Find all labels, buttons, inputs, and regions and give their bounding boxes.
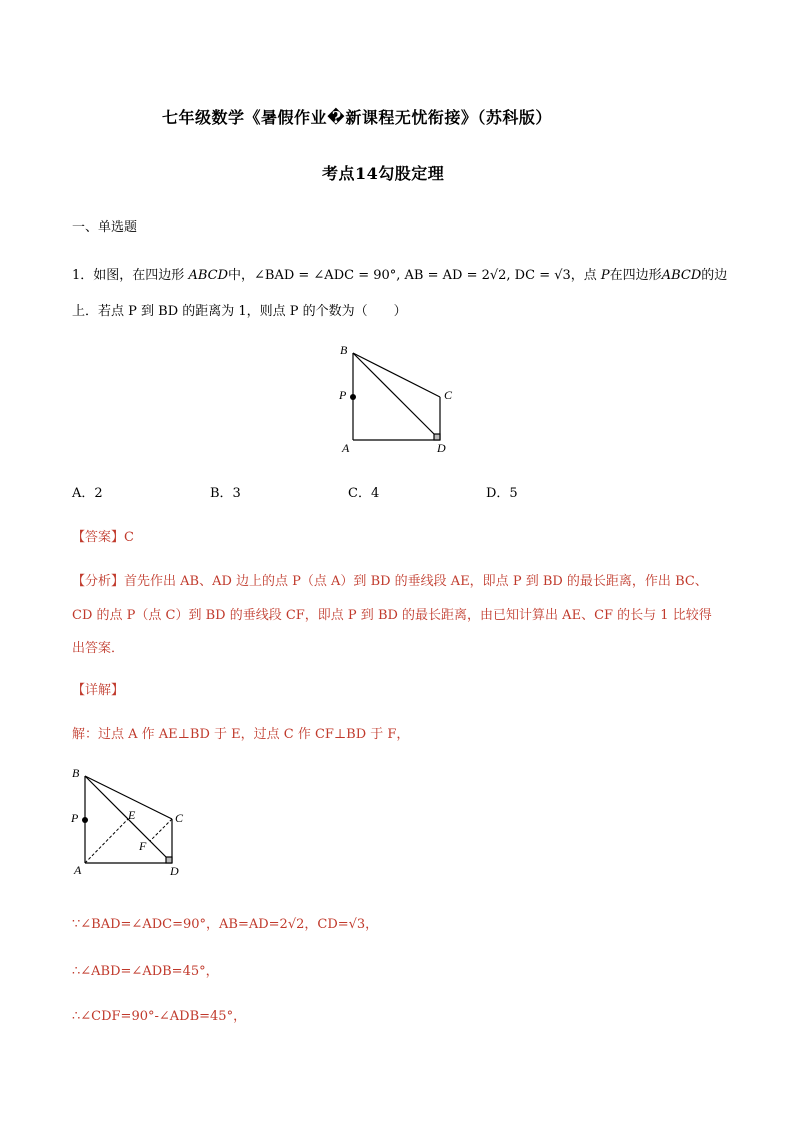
document-title: 七年级数学《暑假作业�新课程无忧衔接》（苏科版） [162, 108, 552, 127]
fig2-label-p: P [71, 811, 79, 825]
stem-abcd-2: ABCD [661, 268, 702, 283]
option-a[interactable]: A．2 [72, 486, 103, 501]
fig2-label-f: F [139, 839, 147, 853]
answer-tag: 【答案】 [72, 530, 125, 545]
solution-figure [64, 762, 194, 882]
fig2-label-a: A [74, 863, 82, 877]
stem-part-d: 的边 [701, 268, 728, 283]
fig2-label-d: D [170, 864, 179, 878]
fig2-label-c: C [175, 811, 184, 825]
fig2-label-e: E [128, 808, 136, 822]
fig1-label-d: D [437, 441, 446, 455]
question-stem-line1 [72, 264, 727, 283]
detail-step1: ∵∠BAD=∠ADC=90°，AB=AD=2√2，CD=√3， [72, 917, 379, 932]
detail-step2: ∴∠ABD=∠ADB=45°， [72, 964, 219, 979]
detail-tag: 【详解】 [72, 683, 125, 698]
option-c[interactable]: C．4 [348, 486, 380, 501]
fig1-label-c: C [444, 388, 453, 402]
question-figure [330, 338, 460, 458]
analysis-line3: 出答案． [72, 641, 125, 656]
option-b[interactable]: B．3 [210, 486, 241, 501]
analysis-tag: 【分析】 [72, 574, 125, 589]
stem-p: P [600, 268, 610, 283]
detail-step3: ∴∠CDF=90°-∠ADB=45°， [72, 1009, 247, 1024]
fig1-label-a: A [342, 441, 350, 455]
analysis-line1 [72, 570, 708, 589]
question-number: 1． [72, 268, 94, 283]
stem-abcd: ABCD [188, 268, 228, 283]
analysis-text-1: 首先作出 AB、AD 边上的点 P（点 A）到 BD 的垂线段 AE，即点 P 到 BD 的最长距离，作出 BC、 [124, 574, 708, 589]
stem-part-a: 如图，在四边形 [93, 268, 185, 283]
fig2-label-b: B [72, 766, 80, 780]
answer-value: C [124, 530, 134, 545]
answer-line [72, 526, 134, 545]
fig1-label-b: B [340, 343, 348, 357]
detail-solution-line: 解：过点 A 作 AE⊥BD 于 E，过点 C 作 CF⊥BD 于 F， [72, 727, 410, 742]
analysis-line2: CD 的点 P（点 C）到 BD 的垂线段 CF，即点 P 到 BD 的最长距离，由已知计算出 AE、CF 的长与 1 比较得 [72, 608, 712, 623]
fig1-label-p: P [339, 388, 347, 402]
stem-part-b: 中，∠BAD = ∠ADC = 90°, AB = AD = 2√2, DC = √3，点 [228, 268, 597, 283]
section-heading: 一、单选题 [72, 220, 138, 235]
question-stem-line2: 上．若点 P 到 BD 的距离为 1，则点 P 的个数为（ ） [72, 304, 407, 319]
document-subtitle: 考点14勾股定理 [322, 164, 445, 183]
stem-part-c: 在四边形 [609, 268, 662, 283]
option-d[interactable]: D．5 [486, 486, 518, 501]
